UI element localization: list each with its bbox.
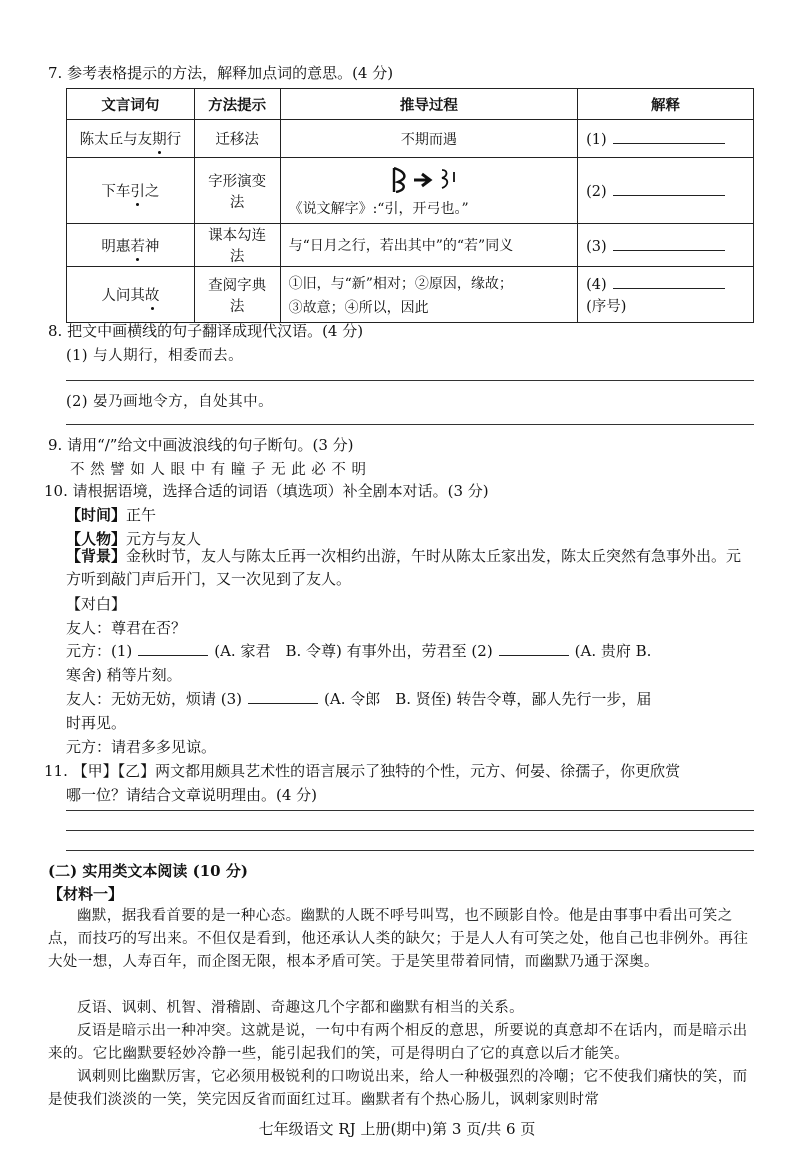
answer-line[interactable]	[66, 830, 754, 831]
q7-title: 7. 参考表格提示的方法，解释加点词的意思。(4 分)	[48, 64, 394, 82]
phrase-text: 人问其	[101, 288, 145, 304]
header-cell: 解释	[578, 89, 754, 120]
answer-cell	[578, 158, 754, 224]
label-time: 【时间】	[66, 506, 127, 524]
dotted-word: 若	[130, 235, 145, 256]
q10-title: 10. 请根据语境，选择合适的词语（填选项）补全剧本对话。(3 分)	[44, 482, 489, 500]
dotted-word: 故	[145, 284, 160, 305]
blank-2[interactable]	[499, 641, 569, 656]
process-cell	[280, 267, 578, 323]
answer-line[interactable]	[66, 850, 754, 851]
answer-blank[interactable]	[613, 181, 725, 196]
phrase-text: 明惠	[101, 238, 131, 255]
dotted-word: 引	[130, 180, 145, 201]
process-text: 《说文解字》:“引，开弓也。”	[288, 200, 469, 217]
answer-number: (4)	[586, 276, 607, 293]
q10-background	[66, 545, 756, 591]
table-row	[67, 267, 754, 323]
header-cell: 方法提示	[194, 89, 280, 120]
page-footer: 七年级语文 RJ 上册(期中)第 3 页/共 6 页	[258, 1120, 536, 1138]
material-label: 【材料一】	[48, 885, 124, 903]
dialog-text: (A. 贵府 B.	[574, 642, 652, 660]
dialog-line: 寒舍) 稍等片刻。	[66, 666, 182, 684]
answer-note: (序号)	[586, 298, 627, 315]
q9-sentence: 不 然 譬 如 人 眼 中 有 瞳 子 无 此 必 不 明	[70, 462, 367, 478]
table-row	[67, 120, 754, 158]
phrase-text: 之	[144, 184, 160, 200]
q10-dialog-label: 【对白】	[66, 595, 127, 613]
dialog-text: 元方：(1)	[66, 642, 133, 660]
phrase-cell	[67, 267, 195, 323]
method-cell: 字形演变法	[194, 158, 280, 224]
answer-line[interactable]	[66, 424, 754, 425]
process-cell	[280, 158, 578, 224]
label-people: 【人物】	[66, 530, 127, 548]
dialog-text: 友人：无妨无妨，烦请 (3)	[66, 690, 243, 708]
process-line: ③故意；④所以，因此	[288, 299, 429, 316]
dialog-text: (A. 家君 B. 令尊) 有事外出，劳君至 (2)	[214, 642, 493, 660]
phrase-text: 下车	[101, 184, 131, 200]
phrase-text: 陈太丘与友	[79, 132, 153, 148]
background-text: 金秋时节，友人与陈太丘再一次相约出游，午时从陈太丘家出发，陈太丘突然有急事外出。元方听到敲门声后开门，又一次见到了友人。	[66, 547, 742, 588]
phrase-cell	[67, 224, 195, 267]
material-paragraph: 幽默，据我看首要的是一种心态。幽默的人既不呼号叫骂，也不顾影自怜。他是由事事中看出可笑之点，而技巧的写出来。不但仅是看到，他还承认人类的缺欠；于是人人有可笑之处，他自己也非例外。再往大处一想，人寿百年，而企图无限，根本矛盾可笑。于是笑里带着同情，而幽默乃通于深奥。	[48, 908, 749, 970]
q11-line-2: 哪一位？请结合文章说明理由。(4 分)	[66, 786, 318, 804]
q8-item-1: (1) 与人期行，相委而去。	[66, 348, 244, 364]
people-value: 元方与友人	[126, 530, 202, 548]
q7-table	[66, 88, 754, 323]
phrase-text: 行	[166, 132, 182, 148]
time-value: 正午	[126, 506, 157, 524]
blank-3[interactable]	[248, 689, 318, 704]
table-header-row	[67, 89, 754, 120]
q8-title: 8. 把文中画横线的句子翻译成现代汉语。(4 分)	[48, 322, 364, 340]
material-paragraph: 反语、讽刺、机智、滑稽剧、奇趣这几个字都和幽默有相当的关系。	[77, 1000, 524, 1016]
answer-number: (2)	[586, 184, 607, 200]
q8-item-2: (2) 晏乃画地令方，自处其中。	[66, 394, 274, 410]
header-cell: 推导过程	[280, 89, 578, 120]
dialog-line: 元方：请君多多见谅。	[66, 738, 217, 756]
process-cell: 不期而遇	[280, 120, 578, 158]
table-row	[67, 224, 754, 267]
answer-line[interactable]	[66, 380, 754, 381]
label-background: 【背景】	[66, 547, 127, 565]
answer-number: (1)	[586, 132, 607, 148]
process-line: ①旧，与“新”相对；②原因，缘故；	[288, 275, 513, 292]
dialog-line: 友人：尊君在否？	[66, 619, 187, 637]
dialog-line: 时再见。	[66, 714, 127, 732]
dialog-line	[66, 688, 651, 709]
method-cell: 课本勾连法	[194, 224, 280, 267]
material-paragraph: 讽刺则比幽默厉害，它必须用极锐利的口吻说出来，给人一种极强烈的冷嘲；它不使我们痛快的笑，而是使我们淡淡的一笑，笑完因反省而面红过耳。幽默者有个热心肠儿，讽刺家则时常	[48, 1069, 748, 1108]
answer-line[interactable]	[66, 810, 754, 811]
method-cell: 查阅字典法	[194, 267, 280, 323]
q10-time	[66, 504, 156, 525]
bow-glyph-icon	[384, 164, 474, 196]
phrase-text: 神	[144, 238, 160, 255]
blank-1[interactable]	[138, 641, 208, 656]
method-cell: 迁移法	[194, 120, 280, 158]
dialog-text: (A. 令郎 B. 贤侄) 转告令尊，鄙人先行一步，届	[324, 690, 652, 708]
header-cell: 文言词句	[67, 89, 195, 120]
answer-number: (3)	[586, 238, 607, 255]
q11-line-1: 11. 【甲】【乙】两文都用颇具艺术性的语言展示了独特的个性，元方、何晏、徐孺子，你更欣赏	[44, 762, 681, 780]
phrase-cell	[67, 158, 195, 224]
answer-blank[interactable]	[613, 236, 725, 251]
dialog-line	[66, 640, 651, 661]
answer-cell	[578, 267, 754, 323]
answer-blank[interactable]	[613, 274, 725, 289]
phrase-cell	[67, 120, 195, 158]
ancient-glyph-illustration	[289, 164, 570, 198]
answer-cell	[578, 224, 754, 267]
material-paragraph: 反语是暗示出一种冲突。这就是说，一句中有两个相反的意思，所要说的真意却不在话内，而是暗示出来的。它比幽默要轻妙冷静一些，能引起我们的笑，可是得明白了它的真意以后才能笑。	[48, 1023, 748, 1062]
dotted-word: 期	[152, 128, 167, 149]
answer-blank[interactable]	[613, 129, 725, 144]
answer-cell	[578, 120, 754, 158]
table-row	[67, 158, 754, 224]
process-cell: 与“日月之行，若出其中”的“若”同义	[280, 224, 578, 267]
section-title: (二) 实用类文本阅读 (10 分)	[48, 862, 248, 880]
q9-title: 9. 请用“/”给文中画波浪线的句子断句。(3 分)	[48, 436, 354, 454]
